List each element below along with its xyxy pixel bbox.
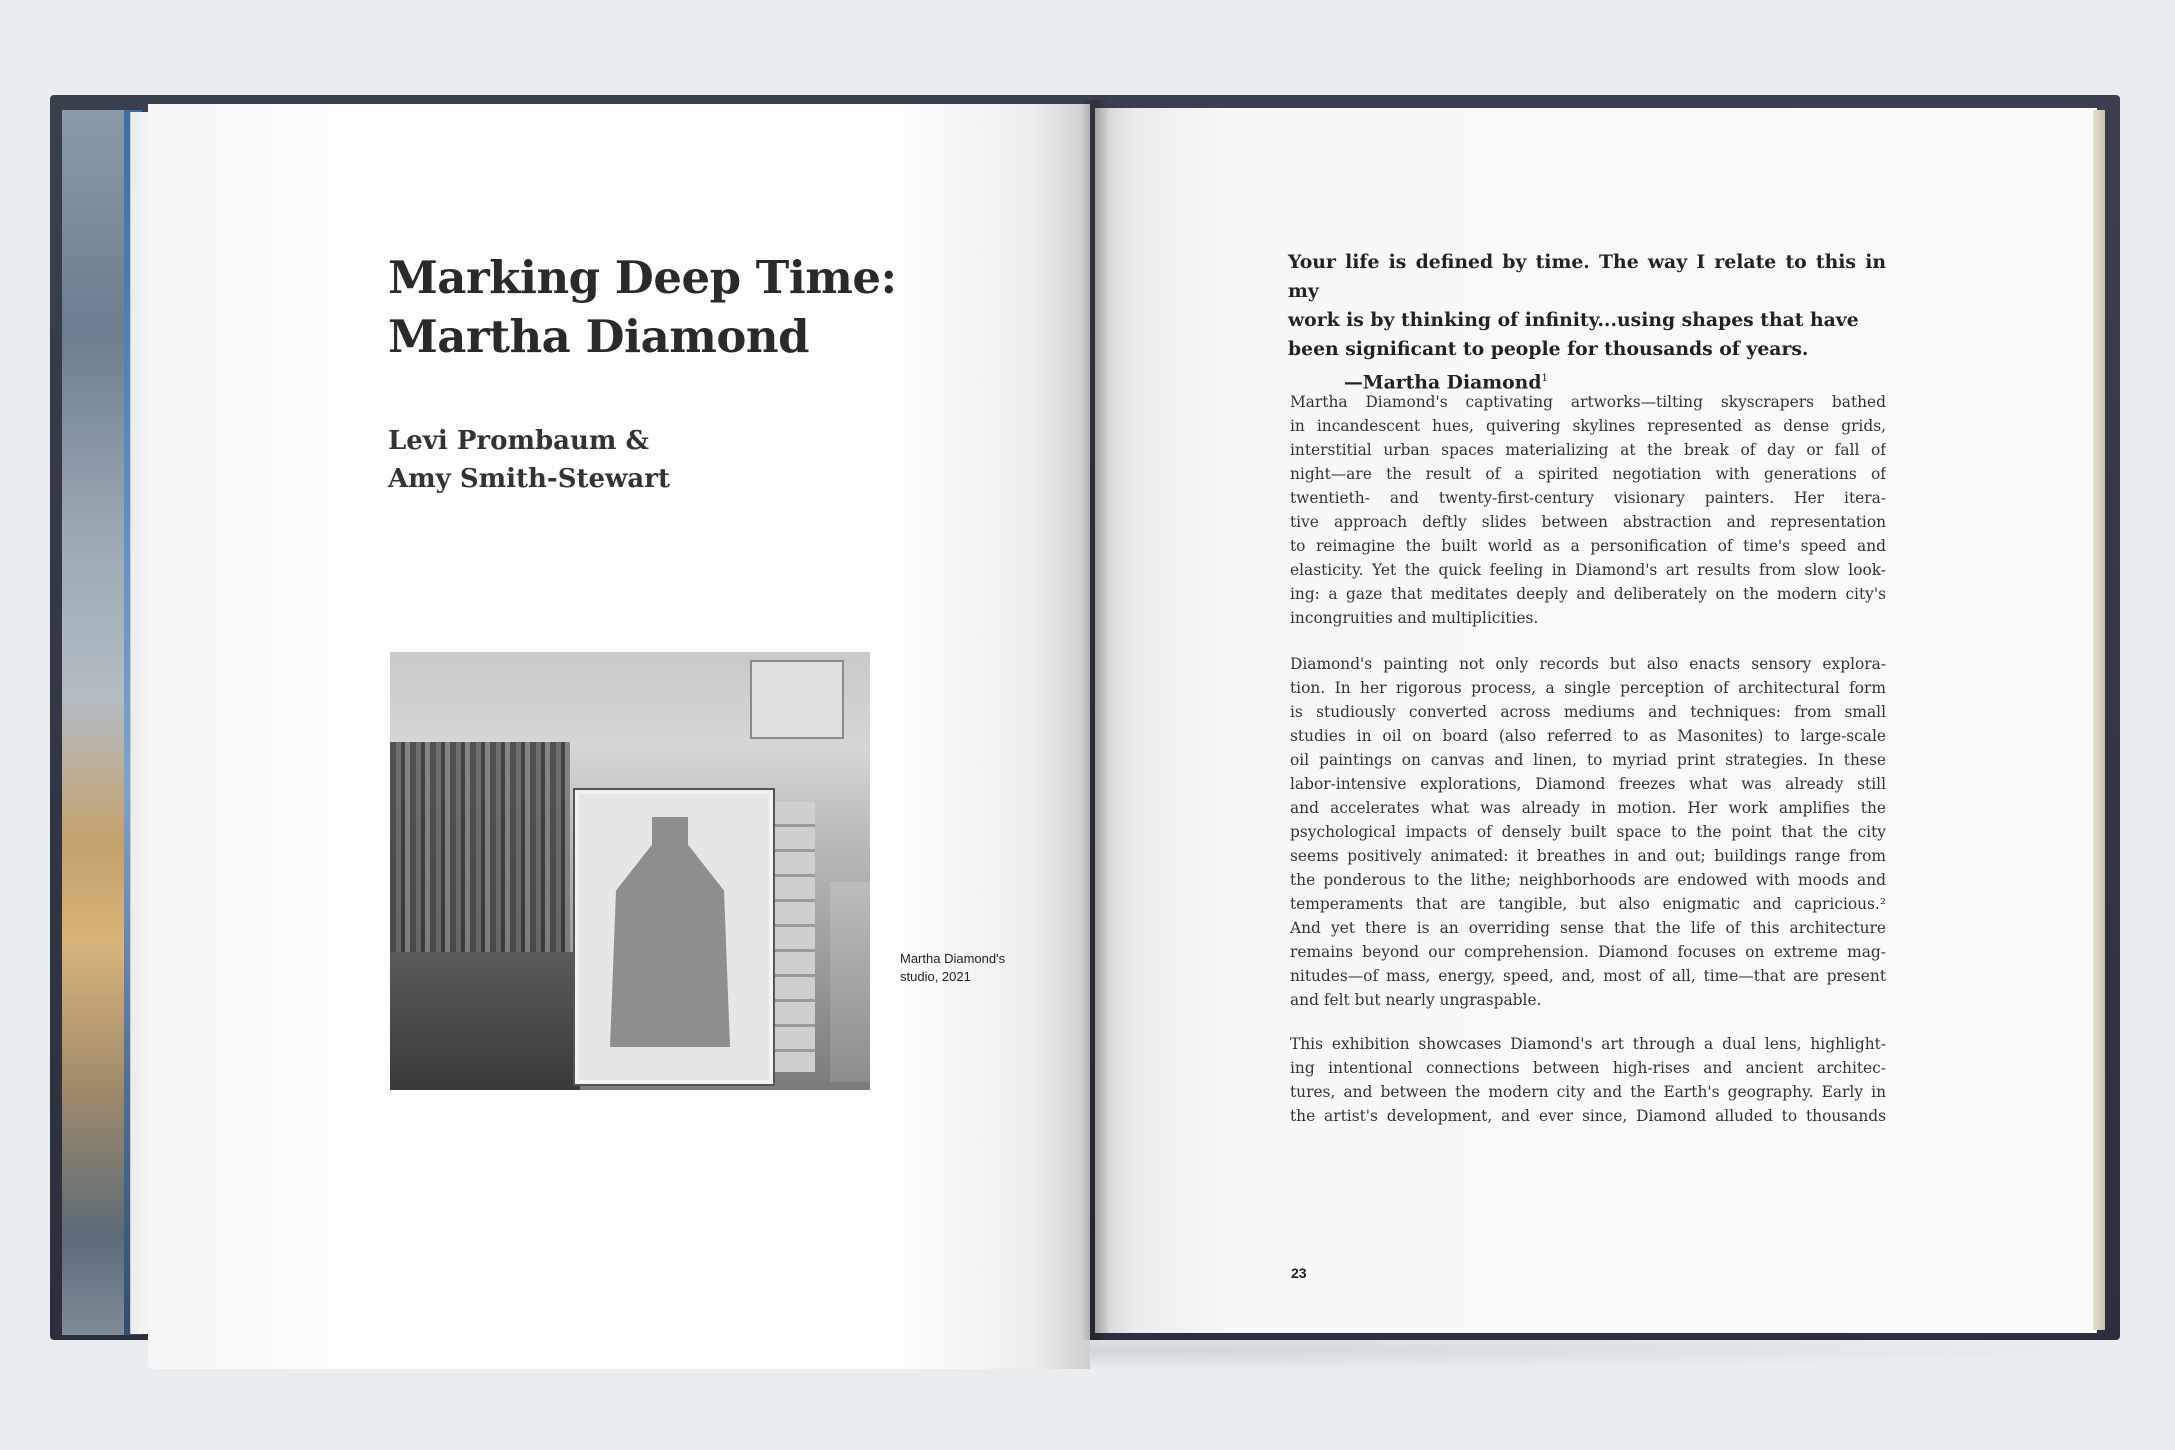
body-text-line: Diamond's painting not only records but also enacts sensory explora-	[1290, 655, 1886, 673]
body-paragraph-3	[1290, 1032, 1886, 1128]
author-line: Levi Prombaum &	[388, 426, 649, 456]
body-text-line: incongruities and multiplicities.	[1290, 609, 1539, 627]
body-text-line: and felt but nearly ungraspable.	[1290, 991, 1542, 1009]
body-text-line: is studiously converted across mediums and techniques: from small	[1290, 703, 1886, 721]
chapter-title-line: Martha Diamond	[388, 310, 810, 363]
quote-line: been significant to people for thousands of years.	[1288, 338, 1809, 360]
body-text-line: nitudes—of mass, energy, speed, and, most of all, time—that are present	[1290, 967, 1886, 985]
body-text-line: oil paintings on canvas and linen, to myriad print strategies. In these	[1290, 751, 1886, 769]
body-paragraph-1	[1290, 390, 1886, 630]
author-line: Amy Smith-Stewart	[388, 464, 670, 494]
body-text-line: interstitial urban spaces materializing at the break of day or fall of	[1290, 441, 1886, 459]
body-text-line: ing: a gaze that meditates deeply and deliberately on the modern city's	[1290, 585, 1886, 603]
photo-table	[390, 952, 580, 1090]
body-text-line: the artist's development, and ever since, Diamond alluded to thousands	[1290, 1107, 1886, 1125]
book-gutter	[1080, 100, 1110, 1340]
body-text-line: temperaments that are tangible, but also enigmatic and capricious.²	[1290, 895, 1886, 913]
quote-footnote-marker: 1	[1541, 373, 1548, 384]
studio-photo	[390, 652, 870, 1090]
body-text-line: This exhibition showcases Diamond's art through a dual lens, highlight-	[1290, 1035, 1886, 1053]
body-text-line: to reimagine the built world as a personification of time's speed and	[1290, 537, 1886, 555]
photo-caption	[900, 950, 1040, 986]
body-text-line: And yet there is an overriding sense that the life of this architecture	[1290, 919, 1886, 937]
body-text-line: twentieth- and twenty-first-century visionary painters. Her itera-	[1290, 489, 1886, 507]
body-text-line: the ponderous to the lithe; neighborhoods are endowed with moods and	[1290, 871, 1886, 889]
chapter-authors	[388, 422, 788, 498]
caption-line: Martha Diamond's	[900, 951, 1006, 966]
body-text-line: and accelerates what was already in motion. Her work amplifies the	[1290, 799, 1886, 817]
body-text-line: ing intentional connections between high-rises and ancient architec-	[1290, 1059, 1886, 1077]
body-text-line: elasticity. Yet the quick feeling in Diamond's art results from slow look-	[1290, 561, 1886, 579]
epigraph-quote	[1288, 248, 1886, 397]
right-page-stack-edge	[2093, 110, 2105, 1330]
quote-attribution-text: —Martha Diamond	[1344, 371, 1542, 394]
body-text-line: Martha Diamond's captivating artworks—tilting skyscrapers bathed	[1290, 393, 1886, 411]
body-text-line: night—are the result of a spirited negotiation with generations of	[1290, 465, 1886, 483]
chapter-title	[388, 248, 948, 366]
body-text-line: labor-intensive explorations, Diamond freezes what was already still	[1290, 775, 1886, 793]
photo-hanging-artwork	[750, 660, 844, 739]
body-text-line: studies in oil on board (also referred to as Masonites) to large-scale	[1290, 727, 1886, 745]
body-text-line: tures, and between the modern city and the Earth's geography. Early in	[1290, 1083, 1886, 1101]
body-text-line: tive approach deftly slides between abstraction and representation	[1290, 513, 1886, 531]
body-paragraph-2	[1290, 652, 1886, 1012]
body-text-line: in incandescent hues, quivering skylines represented as dense grids,	[1290, 417, 1886, 435]
body-text-line: remains beyond our comprehension. Diamond focuses on extreme mag-	[1290, 943, 1886, 961]
photo-right-object	[830, 882, 870, 1082]
body-text-line: psychological impacts of densely built space to the point that the city	[1290, 823, 1886, 841]
chapter-title-line: Marking Deep Time:	[388, 251, 897, 304]
body-text-line: tion. In her rigorous process, a single perception of architectural form	[1290, 679, 1886, 697]
caption-line: studio, 2021	[900, 969, 971, 984]
quote-line: Your life is defined by time. The way I relate to this in my	[1288, 251, 1886, 302]
body-text-line: seems positively animated: it breathes in and out; buildings range from	[1290, 847, 1886, 865]
photo-cabinet	[775, 802, 815, 1072]
page-number: 23	[1291, 1265, 1307, 1281]
quote-line: work is by thinking of infinity...using shapes that have	[1288, 309, 1859, 331]
